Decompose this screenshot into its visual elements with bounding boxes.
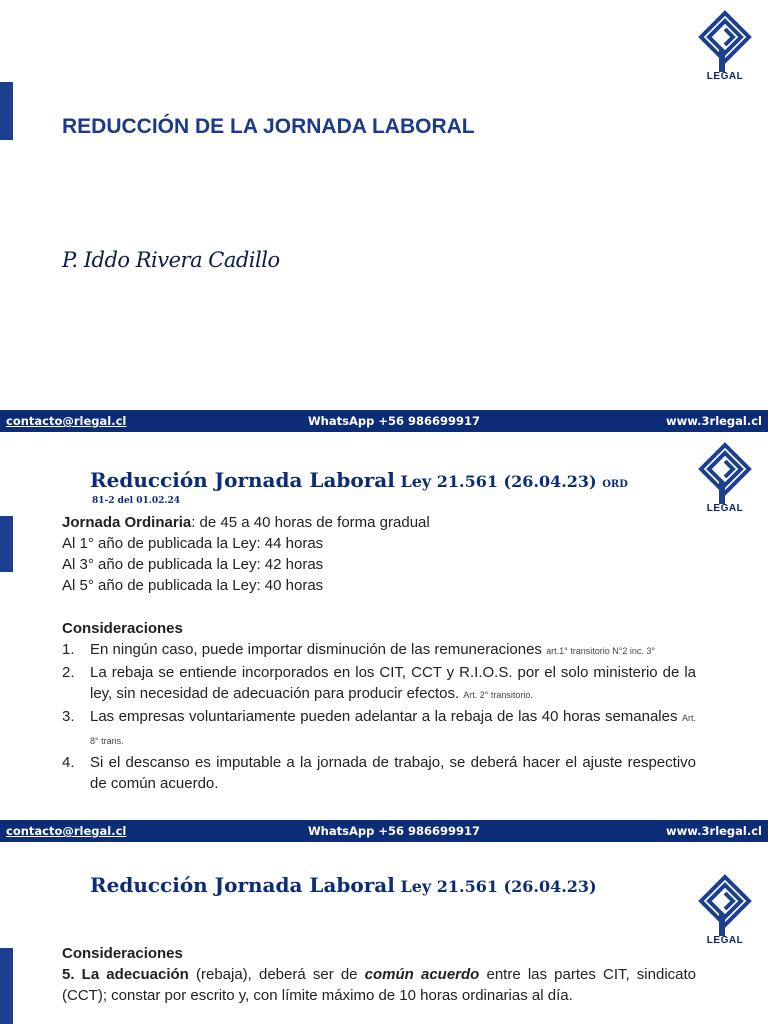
- whatsapp-contact: WhatsApp +56 986699917: [308, 414, 481, 428]
- schedule-item: Al 5° año de publicada la Ley: 40 horas: [62, 577, 324, 594]
- accent-bar: [0, 948, 13, 1024]
- slide-title-main: Reducción Jornada Laboral: [90, 468, 395, 492]
- item-number: 3.: [62, 708, 75, 725]
- slide-body: [62, 943, 696, 1006]
- considerations-list: [62, 639, 696, 794]
- slide-title-ref: 81-2 del 01.02.24: [92, 496, 181, 506]
- item-text: La rebaja se entiende incorporados en los CIT, CCT y R.I.O.S. por el solo ministerio de la ley, sin necesidad de adecuación para producir efectos.: [90, 664, 696, 702]
- logo-mark-icon: [698, 10, 752, 72]
- item-reference: Art. 8° trans.: [90, 713, 696, 746]
- jornada-text: : de 45 a 40 horas de forma gradual: [191, 514, 430, 531]
- item-5-lead: 5. La adecuación: [62, 966, 189, 983]
- company-logo: [698, 10, 752, 82]
- slide-title-main: Reducción Jornada Laboral: [90, 873, 395, 897]
- schedule-item: Al 1° año de publicada la Ley: 44 horas: [62, 535, 324, 552]
- slide-title-law: Ley 21.561 (26.04.23): [400, 877, 597, 896]
- footer-bar-1: [0, 410, 768, 432]
- slide-reduccion-2: [0, 842, 768, 1024]
- slide-title: [0, 0, 768, 410]
- jornada-label: Jornada Ordinaria: [62, 514, 192, 531]
- item-5-paragraph: [62, 964, 696, 1006]
- website-link[interactable]: www.3rlegal.cl: [666, 824, 762, 838]
- company-logo: [698, 874, 752, 946]
- email-link[interactable]: contacto@rlegal.cl: [6, 414, 127, 428]
- slide-title-law: Ley 21.561 (26.04.23): [400, 472, 597, 491]
- website-link[interactable]: www.3rlegal.cl: [666, 414, 762, 428]
- slide-reduccion-1: [0, 432, 768, 812]
- email-link[interactable]: contacto@rlegal.cl: [6, 824, 127, 838]
- jornada-line: [62, 512, 696, 533]
- accent-bar: [0, 82, 13, 140]
- item-reference: art.1° transitorio N°2 inc. 3°: [546, 646, 655, 656]
- item-5-emphasis: común acuerdo: [364, 966, 480, 983]
- item-text: Si el descanso es imputable a la jornada de trabajo, se deberá hacer el ajuste respectivo de común acuerdo.: [90, 754, 696, 792]
- item-5-text-a: (rebaja), deberá ser de: [188, 966, 365, 983]
- accent-bar: [0, 516, 13, 572]
- item-5-text-b: entre las partes CIT, sindicato (CCT); constar por escrito y, con límite máximo de 10 horas ordinarias al día.: [62, 966, 697, 1004]
- item-text: En ningún caso, puede importar disminución de las remuneraciones: [90, 641, 542, 658]
- slide-title: [90, 468, 628, 492]
- logo-mark-icon: [698, 442, 752, 504]
- logo-text: LEGAL: [706, 935, 744, 946]
- logo-text: LEGAL: [706, 503, 744, 514]
- author-name: P. Iddo Rivera Cadillo: [62, 248, 280, 272]
- slide-title: [90, 873, 597, 897]
- schedule-item: Al 3° año de publicada la Ley: 42 horas: [62, 556, 324, 573]
- presentation-title: REDUCCIÓN DE LA JORNADA LABORAL: [62, 115, 475, 138]
- list-item: [62, 706, 696, 752]
- item-number: 1.: [62, 641, 75, 658]
- footer-bar-2: [0, 820, 768, 842]
- list-item: [62, 639, 696, 662]
- item-text: Las empresas voluntariamente pueden adelantar a la rebaja de las 40 horas semanales: [90, 708, 678, 725]
- considerations-heading: Consideraciones: [62, 620, 183, 637]
- item-number: 2.: [62, 664, 75, 681]
- list-item: [62, 752, 696, 794]
- list-item: [62, 662, 696, 706]
- slide-body: [62, 512, 696, 794]
- slide-title-ord: ORD: [602, 479, 628, 490]
- item-reference: Art. 2° transitorio.: [463, 690, 533, 700]
- company-logo: [698, 442, 752, 514]
- logo-mark-icon: [698, 874, 752, 936]
- considerations-heading: Consideraciones: [62, 945, 183, 962]
- spacer: [62, 596, 696, 618]
- item-number: 4.: [62, 754, 75, 771]
- logo-text: LEGAL: [706, 71, 744, 82]
- whatsapp-contact: WhatsApp +56 986699917: [308, 824, 481, 838]
